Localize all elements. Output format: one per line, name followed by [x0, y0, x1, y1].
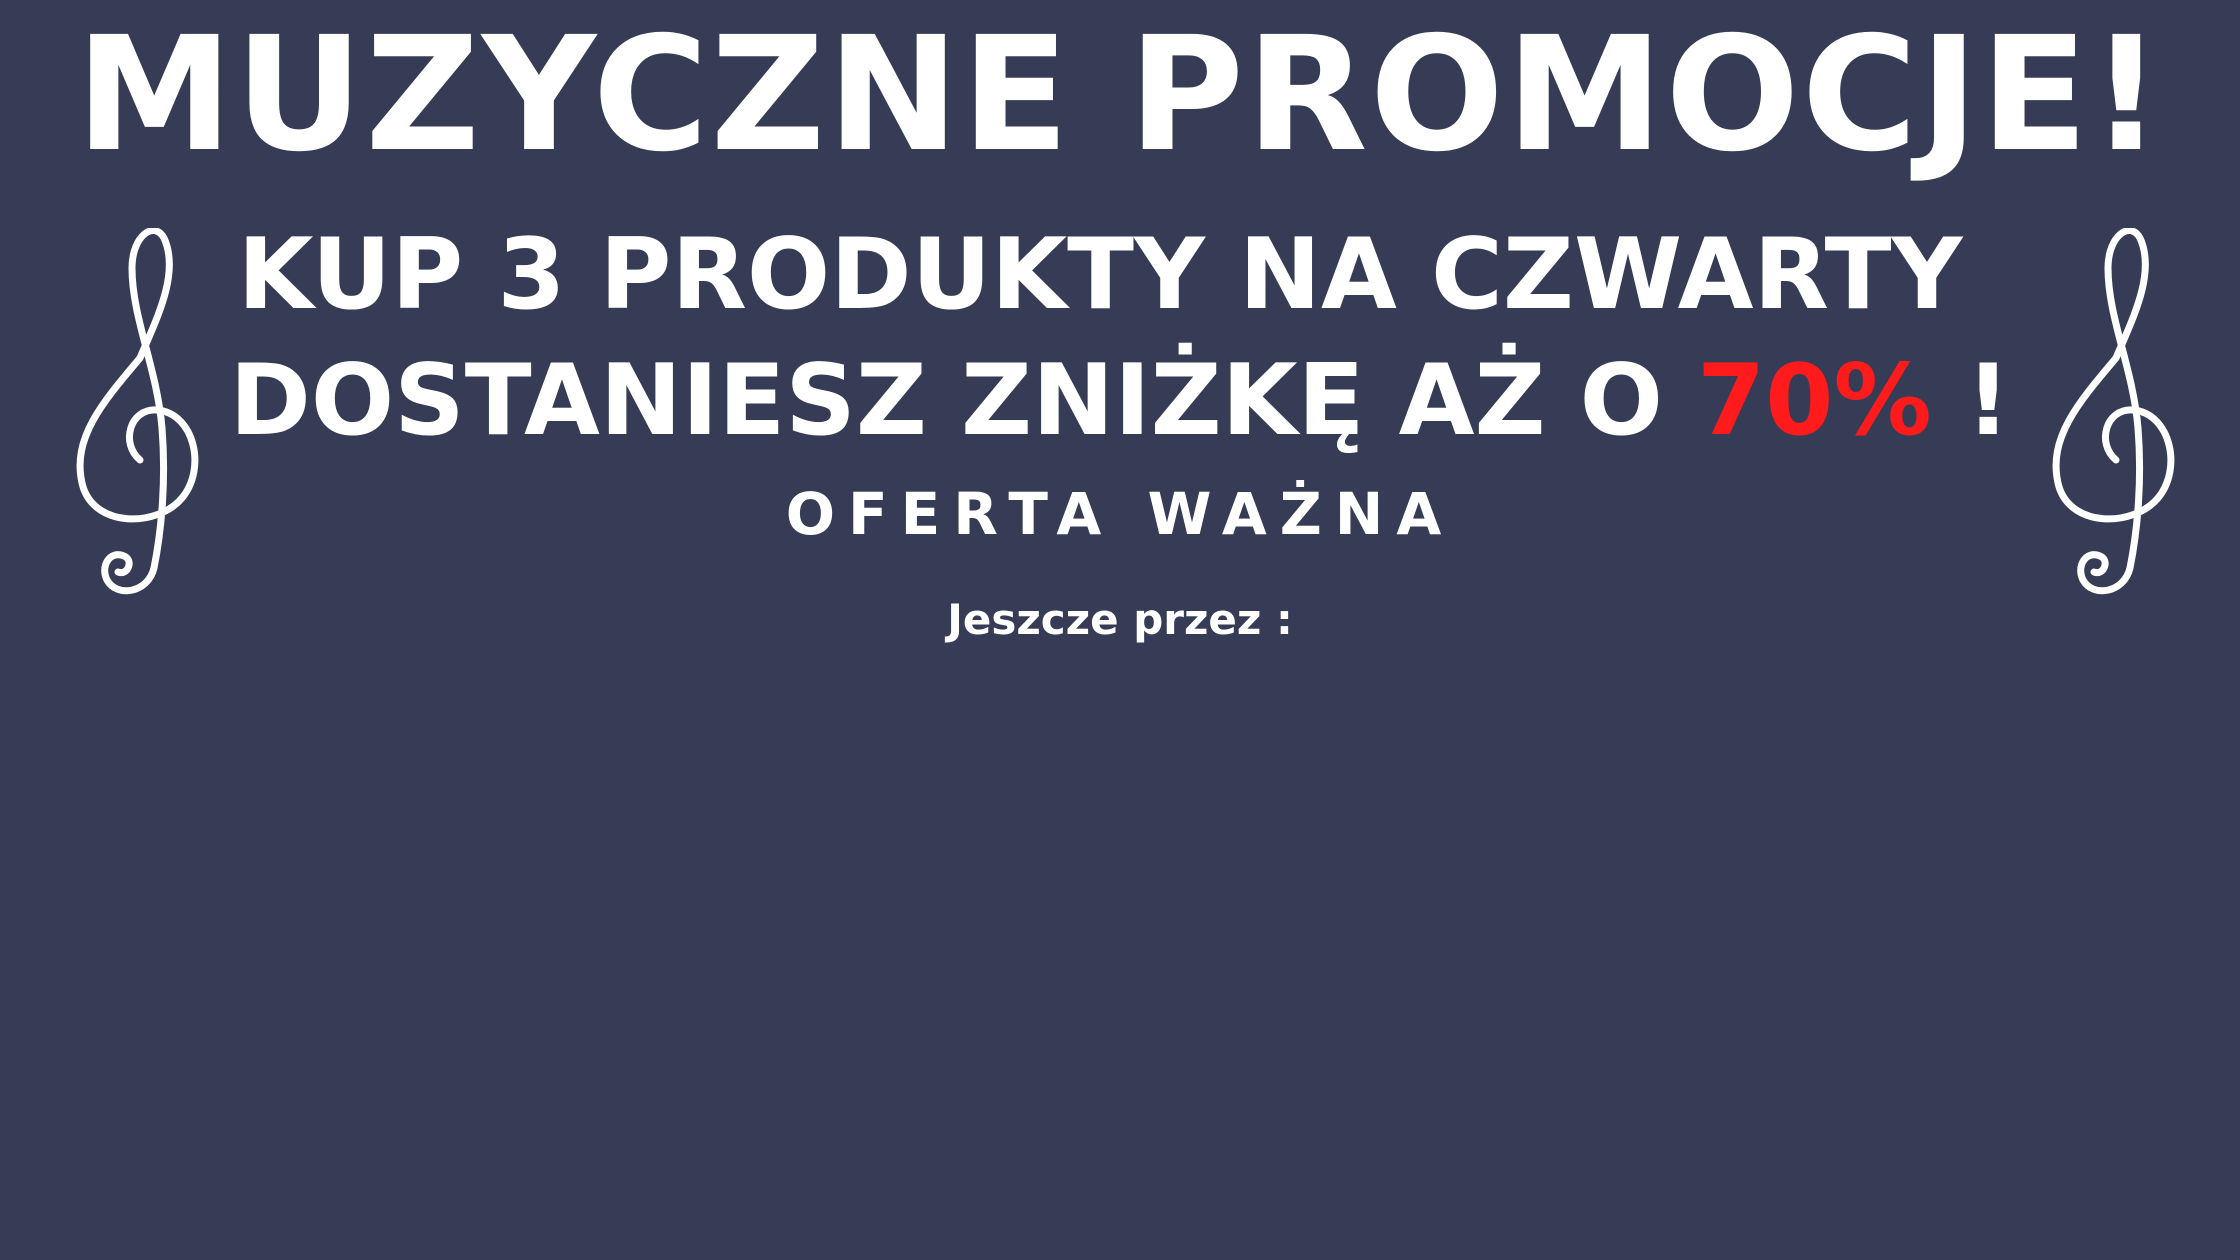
offer-line-2 [0, 341, 2240, 461]
countdown-label: Jeszcze przez : [947, 595, 1293, 644]
validity-label: OFERTA WAŻNA [785, 480, 1455, 548]
offer-line-2-text: DOSTANIESZ ZNIŻKĘ AŻ O [229, 344, 1698, 458]
offer-line-1: KUP 3 PRODUKTY NA CZWARTY [237, 218, 1963, 332]
discount-value: 70% [1697, 344, 1932, 458]
offer-line-2-suffix: ! [1931, 344, 2011, 458]
headline: MUZYCZNE PROMOCJE! [75, 3, 2165, 187]
